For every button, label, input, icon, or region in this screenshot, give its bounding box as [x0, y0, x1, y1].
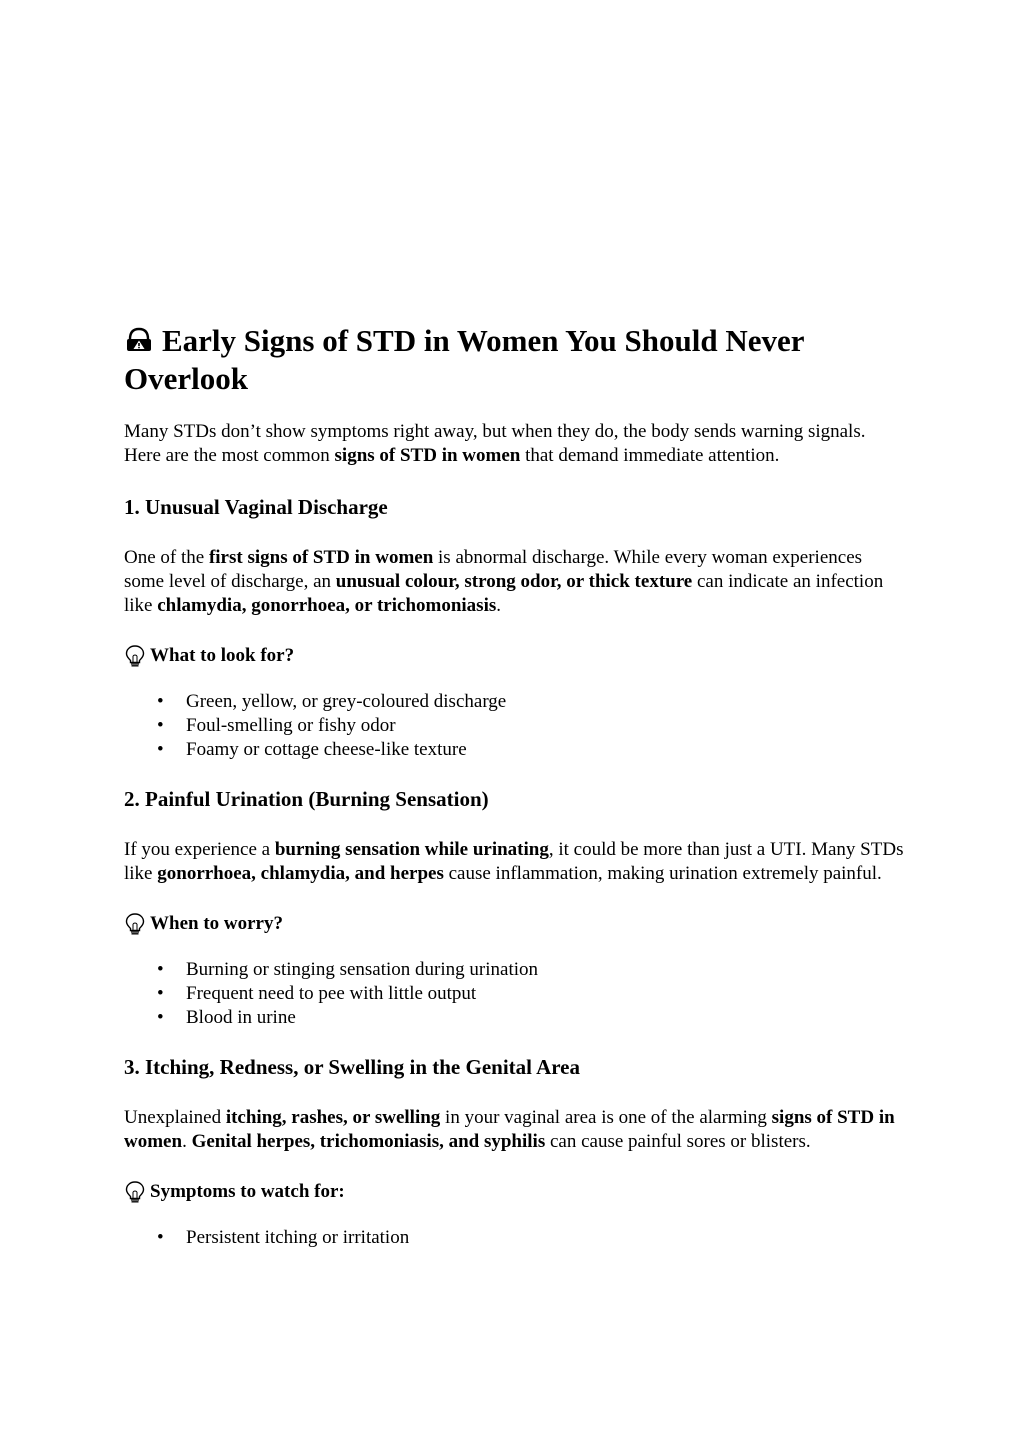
section-paragraph-urination: If you experience a burning sensation while urinating, it could be more than just a UTI. Many STDs like gonorrhoea, chlamydia, and herpes cause inflammation, making urination extremely painful. [124, 839, 904, 884]
page-title [124, 322, 904, 398]
list-item: • Frequent need to pee with little output [157, 983, 477, 1004]
list-item: • Blood in urine [157, 1007, 296, 1028]
section-paragraph-itching: Unexplained itching, rashes, or swelling in your vaginal area is one of the alarming signs of STD in women. Genital herpes, trichomoniasis, and syphilis can cause painful sores or blisters. [124, 1107, 895, 1152]
document-page [124, 322, 904, 1274]
list-item: • Green, yellow, or grey-coloured discharge [157, 691, 507, 712]
section-heading-discharge: 1. Unusual Vaginal Discharge [124, 495, 388, 519]
list-item: • Foamy or cottage cheese-like texture [157, 739, 467, 760]
section-heading-itching: 3. Itching, Redness, or Swelling in the Genital Area [124, 1055, 581, 1079]
list-item: • Persistent itching or irritation [157, 1227, 410, 1248]
warning-hat-icon [124, 325, 154, 355]
list-item: • Burning or stinging sensation during urination [157, 959, 539, 980]
intro-paragraph: Many STDs don’t show symptoms right away, but when they do, the body sends warning signals. Here are the most common signs of STD in women that demand immediate attention. [124, 421, 866, 466]
symptom-list-itching [124, 1226, 904, 1250]
list-item: • Foul-smelling or fishy odor [157, 715, 396, 736]
tip-heading-urination: When to worry? [124, 912, 904, 936]
lightbulb-icon [124, 644, 146, 668]
symptom-list-discharge [124, 690, 904, 762]
section-paragraph-discharge: One of the first signs of STD in women is abnormal discharge. While every woman experiences some level of discharge, an unusual colour, strong odor, or thick texture can indicate an infection like chlamydia, gonorrhoea, or trichomoniasis. [124, 547, 884, 616]
page-title-text: Early Signs of STD in Women You Should Never Overlook [124, 323, 804, 396]
lightbulb-icon [124, 1180, 146, 1204]
symptom-list-urination [124, 958, 904, 1030]
tip-heading-itching: Symptoms to watch for: [124, 1180, 904, 1204]
section-heading-urination: 2. Painful Urination (Burning Sensation) [124, 787, 489, 811]
tip-heading-discharge: What to look for? [124, 644, 904, 668]
lightbulb-icon [124, 912, 146, 936]
